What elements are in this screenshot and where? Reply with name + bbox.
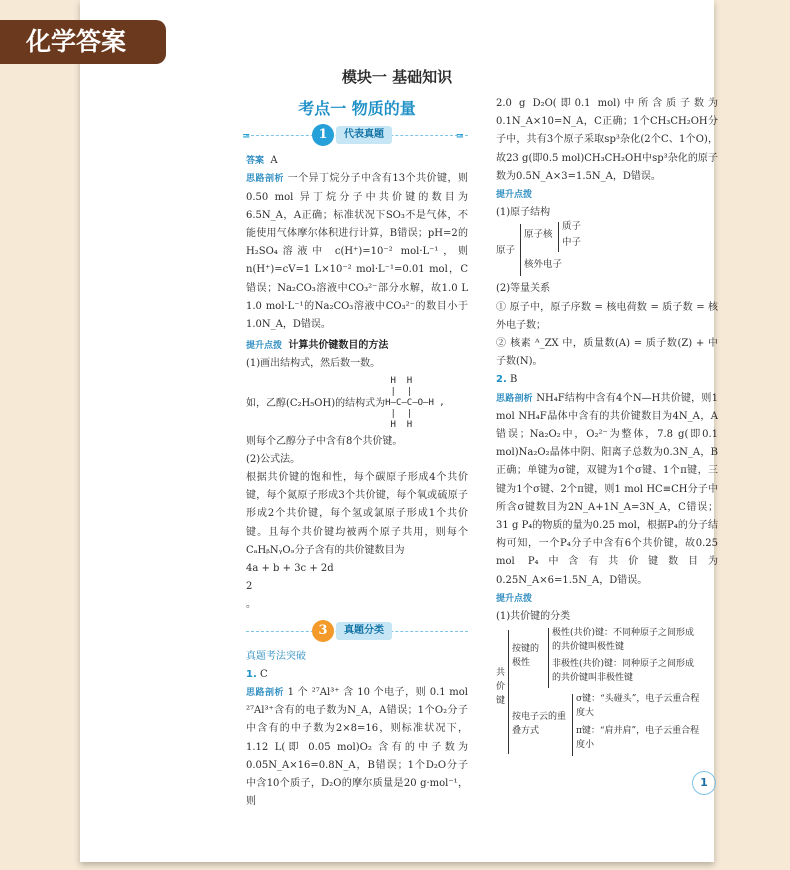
tree-nonpolar: 非极性(共价)键：同种原子之间形成的共价键叫非极性键 [552, 659, 695, 684]
atom-structure-heading: (1)原子结构 [496, 207, 551, 219]
tree-bond: 共价键 [496, 668, 506, 707]
tree-atom: 原子 [496, 245, 516, 257]
fraction-denominator: 2 [246, 581, 253, 593]
kaodian-title: 考点一 物质的量 [298, 99, 416, 118]
tree-by-overlap: 按电子云的重叠方式 [512, 712, 567, 737]
question-number: 2. [496, 374, 507, 386]
bar-number-icon: 1 [312, 124, 334, 146]
answer-tag: 答案 [246, 156, 265, 167]
tree-by-polar: 按键的极性 [512, 644, 540, 669]
analysis-tag: 思路剖析 [246, 174, 284, 185]
bar-number-icon: 3 [312, 620, 334, 642]
tree-neutron: 中子 [562, 237, 582, 249]
tree-electron: 核外电子 [524, 259, 563, 271]
analysis-tag: 思路剖析 [246, 688, 284, 699]
q2-analysis-text: NH₄F结构中含有4个N—H共价键，则1 mol NH₄F晶体中含有的共价键数目为4N_A，A错误；Na₂O₂中，O₂²⁻为整体，7.8 g(即0.1 mol)Na₂O₂晶体中阴、阳离子总数为0.3N_A，B正确；单键为σ键，双键为1个σ键、1个π键，三键为1个σ键、2个π键，则1 mol HC≡CH分子中所含σ键数目为2N_A+1N_A=3N_A，C错误；31 g P₄的物质的量为0.25 mol，根据P₄的分子结构可知，一个P₄分子中含有6个共价键，故0.25 mol P₄中含有共价键数目为0.25N_A×6=1.5N_A，D错误。 [496, 392, 718, 586]
tree-nucleus: 原子核 [524, 229, 553, 241]
ethanol-structure: H H | | H—C—C—O—H , | | H H [385, 375, 445, 430]
answer-value: A [270, 155, 278, 167]
equal-relation-2: ② 核素 ᴬ_ZX 中，质量数(A) = 质子数(Z) + 中子数(N)。 [496, 338, 718, 368]
section-bar-daibiao [242, 122, 468, 148]
section-title: 真题考法突破 [246, 650, 306, 662]
document-page [80, 0, 718, 862]
example-post: 则每个乙醇分子中含有8个共价键。 [246, 435, 403, 447]
module-title: 模块一 基础知识 [341, 68, 453, 86]
section-bar-zhenti [246, 618, 468, 644]
tree-pi: π键：“肩并肩”，电子云重合程度小 [576, 726, 700, 751]
bar-left-marker: = [242, 131, 251, 143]
tip-tag: 提升点拨 [246, 341, 283, 352]
example-pre: 如，乙醇(C₂H₅OH)的结构式为 [246, 397, 386, 409]
tree-polar: 极性(共价)键：不同种原子之间形成的共价键叫极性键 [552, 628, 695, 653]
bond-class-tree [496, 626, 718, 760]
equal-relation-1: ① 原子中，原子序数 = 核电荷数 = 质子数 = 核外电子数； [496, 301, 718, 331]
analysis-tag: 思路剖析 [496, 393, 533, 404]
tip-tag: 提升点拨 [496, 593, 533, 604]
fraction-end: 。 [246, 599, 256, 611]
analysis-text: 一个异丁烷分子中含有13个共价键，则 0.50 mol 异丁烷分子中共价键的数目为 6.5N_A，A正确；标准状况下SO₃不是气体，不能使用气体摩尔体积进行计算，B错误；pH=2的H₂SO₄溶液中 c(H⁺)=10⁻² mol·L⁻¹，则 n(H⁺)=cV=1 L×10⁻² mol·L⁻¹=0.01 mol，C 错误；Na₂CO₃溶液中CO₃²⁻部分水解，故1.0 L 1.0 mol·L⁻¹的Na₂CO₃溶液中CO₃²⁻的数目小于1.0N_A，D错误。 [246, 173, 468, 331]
bar-label: 真题分类 [336, 622, 392, 640]
subject-badge: 化学答案 [0, 20, 166, 64]
bar-right-marker: = [455, 131, 464, 143]
question-answer: C [259, 668, 268, 680]
question-number: 1. [246, 668, 257, 680]
tip-title: 计算共价键数目的方法 [288, 340, 389, 352]
page-number: 1 [692, 771, 716, 795]
bar-label: 代表真题 [336, 126, 392, 144]
step-1: (1)画出结构式，然后数一数。 [246, 358, 381, 370]
tree-proton: 质子 [562, 221, 582, 233]
tree-sigma: σ键：“头碰头”，电子云重合程度大 [576, 694, 700, 719]
right-column [496, 95, 718, 760]
step-2: (2)公式法。 [246, 453, 301, 465]
left-column [242, 98, 468, 812]
atom-structure-tree [496, 222, 718, 280]
fraction-numerator: 4a + b + 3c + 2d [246, 563, 334, 575]
question-answer: B [509, 374, 518, 386]
bond-class-heading: (1)共价键的分类 [496, 611, 571, 623]
tip-tag: 提升点拨 [496, 190, 533, 201]
continued-text: 2.0 g D₂O(即0.1 mol)中所含质子数为0.1N_A×10=N_A，C正确；1个CH₃CH₂OH分子中，共有3个原子采取sp³杂化(2个C、1个O)，故23 g(即0.5 mol)CH₃CH₂OH中sp³杂化的原子数为0.5N_A×3=1.5N_A，D错误。 [496, 98, 718, 182]
q1-analysis-text: 1 个 ²⁷Al³⁺ 含 10 个电子，则 0.1 mol ²⁷Al³⁺含有的电子数为N_A，A错误；1个O₂分子中含有的中子数为2×8=16，则标准状况下，1.12 L(即 0.05 mol)O₂ 含有的中子数为 0.05N_A×16=0.8N_A，B错误；1个D₂O分子中含10个质子，D₂O的摩尔质量是20 g·mol⁻¹，则 [246, 687, 468, 808]
formula-text: 根据共价键的饱和性，每个碳原子形成4个共价键，每个氮原子形成3个共价键，每个氧或硫原子形成2个共价键，每个氢或氯原子形成1个共价键。且每个共价键均被两个原子共用，则每个CₐHᵦNᵧOₔ分子含有的共价键数目为 [246, 472, 468, 556]
equal-relation-heading: (2)等量关系 [496, 283, 551, 295]
